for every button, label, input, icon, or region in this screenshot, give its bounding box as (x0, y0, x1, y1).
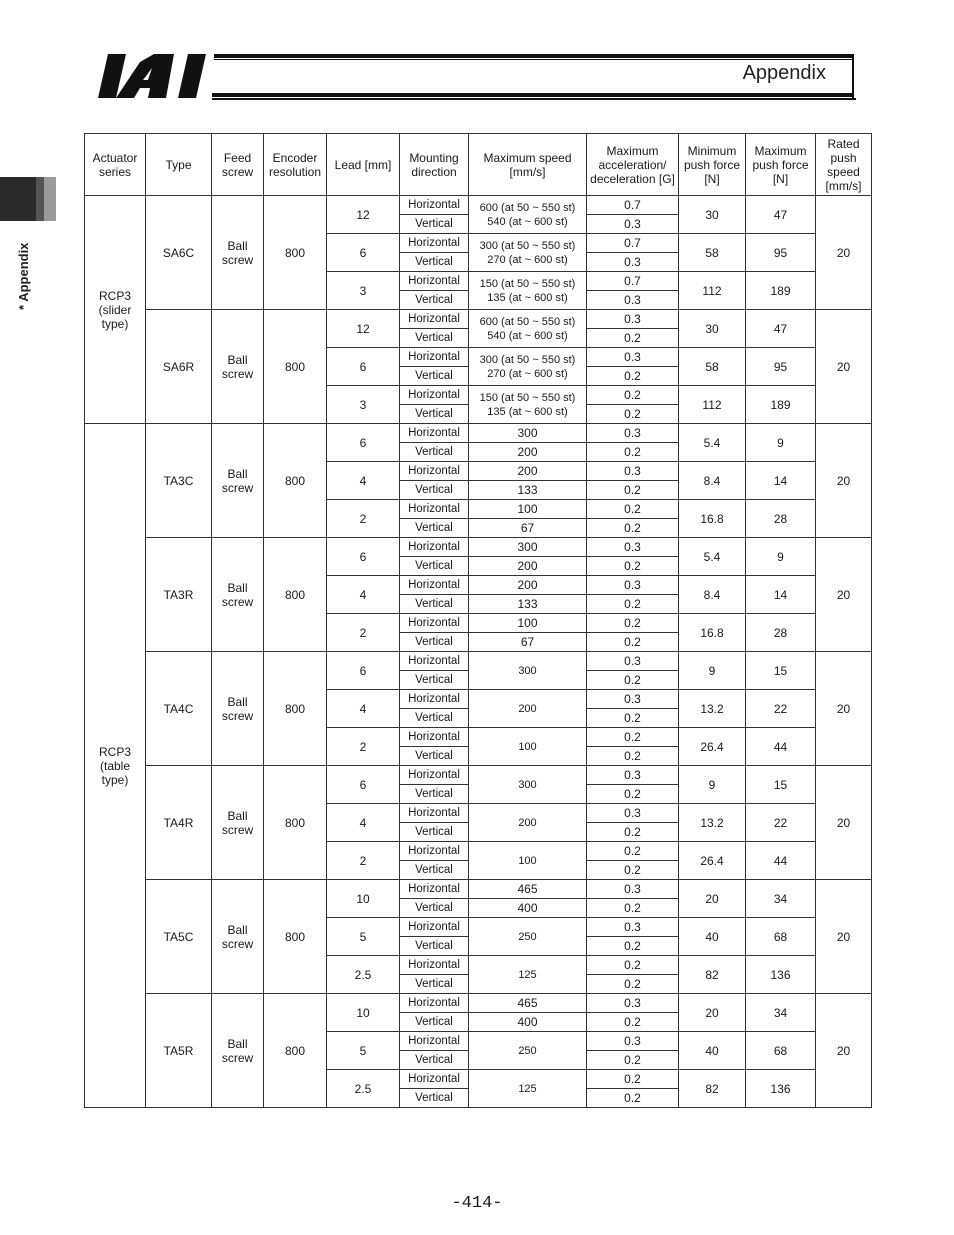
header-rule-end (852, 56, 854, 98)
feed-screw-cell: Ball screw (212, 538, 264, 652)
max-acceleration-cell: 0.3 (587, 310, 679, 329)
min-push-force-cell: 8.4 (679, 576, 746, 614)
direction-cell: Vertical (400, 937, 469, 956)
type-cell: TA5R (146, 994, 212, 1108)
max-speed-cell: 465 (469, 880, 587, 899)
max-push-force-cell: 9 (746, 424, 816, 462)
min-push-force-cell: 112 (679, 386, 746, 424)
max-speed-cell: 200 (469, 443, 587, 462)
max-acceleration-cell: 0.2 (587, 329, 679, 348)
direction-cell: Vertical (400, 899, 469, 918)
table-row (85, 196, 872, 215)
min-push-force-cell: 30 (679, 196, 746, 234)
max-push-force-cell: 189 (746, 386, 816, 424)
direction-cell: Vertical (400, 785, 469, 804)
max-speed-cell: 200 (469, 462, 587, 481)
lead-cell: 4 (327, 462, 400, 500)
table-row (85, 766, 872, 785)
max-push-force-cell: 22 (746, 804, 816, 842)
direction-cell: Horizontal (400, 310, 469, 329)
max-speed-cell: 300 (469, 424, 587, 443)
max-push-force-cell: 9 (746, 538, 816, 576)
max-acceleration-cell: 0.3 (587, 462, 679, 481)
min-push-force-cell: 16.8 (679, 500, 746, 538)
column-header: Maximum acceleration/ deceleration [G] (587, 134, 679, 196)
min-push-force-cell: 5.4 (679, 538, 746, 576)
max-acceleration-cell: 0.2 (587, 709, 679, 728)
lead-cell: 4 (327, 690, 400, 728)
rated-push-speed-cell: 20 (816, 196, 872, 310)
max-speed-cell: 100 (469, 500, 587, 519)
direction-cell: Horizontal (400, 348, 469, 367)
column-header: Type (146, 134, 212, 196)
max-push-force-cell: 189 (746, 272, 816, 310)
lead-cell: 3 (327, 386, 400, 424)
page-number: -414- (451, 1194, 503, 1213)
max-acceleration-cell: 0.2 (587, 861, 679, 880)
min-push-force-cell: 13.2 (679, 804, 746, 842)
lead-cell: 4 (327, 576, 400, 614)
max-acceleration-cell: 0.2 (587, 1013, 679, 1032)
table-row (85, 424, 872, 443)
max-speed-cell: 100 (469, 842, 587, 880)
min-push-force-cell: 9 (679, 652, 746, 690)
max-acceleration-cell: 0.3 (587, 994, 679, 1013)
column-header: Maximum push force [N] (746, 134, 816, 196)
direction-cell: Vertical (400, 215, 469, 234)
rated-push-speed-cell: 20 (816, 538, 872, 652)
max-acceleration-cell: 0.2 (587, 1051, 679, 1070)
max-acceleration-cell: 0.7 (587, 196, 679, 215)
min-push-force-cell: 58 (679, 234, 746, 272)
column-header: Rated push speed [mm/s] (816, 134, 872, 196)
direction-cell: Horizontal (400, 538, 469, 557)
direction-cell: Horizontal (400, 842, 469, 861)
max-speed-cell: 400 (469, 1013, 587, 1032)
max-push-force-cell: 47 (746, 196, 816, 234)
type-cell: TA5C (146, 880, 212, 994)
table-row (85, 994, 872, 1013)
column-header: Mounting direction (400, 134, 469, 196)
encoder-cell: 800 (264, 994, 327, 1108)
max-speed-cell: 150 (at 50 ~ 550 st) 135 (at ~ 600 st) (469, 272, 587, 310)
lead-cell: 12 (327, 196, 400, 234)
direction-cell: Vertical (400, 709, 469, 728)
feed-screw-cell: Ball screw (212, 424, 264, 538)
lead-cell: 10 (327, 880, 400, 918)
max-speed-cell: 465 (469, 994, 587, 1013)
max-push-force-cell: 15 (746, 652, 816, 690)
min-push-force-cell: 40 (679, 1032, 746, 1070)
min-push-force-cell: 26.4 (679, 842, 746, 880)
max-speed-cell: 100 (469, 614, 587, 633)
encoder-cell: 800 (264, 880, 327, 994)
max-acceleration-cell: 0.2 (587, 899, 679, 918)
max-speed-cell: 133 (469, 481, 587, 500)
direction-cell: Horizontal (400, 956, 469, 975)
max-acceleration-cell: 0.3 (587, 576, 679, 595)
max-acceleration-cell: 0.3 (587, 690, 679, 709)
max-push-force-cell: 14 (746, 576, 816, 614)
min-push-force-cell: 30 (679, 310, 746, 348)
encoder-cell: 800 (264, 652, 327, 766)
lead-cell: 2 (327, 500, 400, 538)
max-push-force-cell: 34 (746, 880, 816, 918)
min-push-force-cell: 20 (679, 880, 746, 918)
table-header-row (85, 134, 872, 196)
table-row (85, 652, 872, 671)
column-header: Minimum push force [N] (679, 134, 746, 196)
max-push-force-cell: 95 (746, 234, 816, 272)
lead-cell: 6 (327, 348, 400, 386)
direction-cell: Horizontal (400, 576, 469, 595)
max-push-force-cell: 95 (746, 348, 816, 386)
lead-cell: 2 (327, 614, 400, 652)
max-acceleration-cell: 0.2 (587, 1089, 679, 1108)
rated-push-speed-cell: 20 (816, 994, 872, 1108)
max-acceleration-cell: 0.7 (587, 234, 679, 253)
direction-cell: Vertical (400, 481, 469, 500)
max-push-force-cell: 28 (746, 614, 816, 652)
direction-cell: Horizontal (400, 500, 469, 519)
lead-cell: 2 (327, 728, 400, 766)
max-speed-cell: 250 (469, 1032, 587, 1070)
max-push-force-cell: 68 (746, 918, 816, 956)
max-acceleration-cell: 0.3 (587, 880, 679, 899)
feed-screw-cell: Ball screw (212, 880, 264, 994)
min-push-force-cell: 82 (679, 956, 746, 994)
lead-cell: 4 (327, 804, 400, 842)
direction-cell: Vertical (400, 291, 469, 310)
direction-cell: Horizontal (400, 690, 469, 709)
page-title: Appendix (742, 62, 826, 84)
max-speed-cell: 125 (469, 1070, 587, 1108)
max-speed-cell: 67 (469, 519, 587, 538)
direction-cell: Vertical (400, 253, 469, 272)
direction-cell: Vertical (400, 671, 469, 690)
max-push-force-cell: 44 (746, 728, 816, 766)
lead-cell: 10 (327, 994, 400, 1032)
side-tab-label: * Appendix (16, 242, 31, 310)
header-rule-bottom (212, 93, 852, 97)
direction-cell: Vertical (400, 633, 469, 652)
max-acceleration-cell: 0.3 (587, 348, 679, 367)
min-push-force-cell: 16.8 (679, 614, 746, 652)
direction-cell: Horizontal (400, 1032, 469, 1051)
direction-cell: Horizontal (400, 766, 469, 785)
lead-cell: 5 (327, 918, 400, 956)
max-acceleration-cell: 0.2 (587, 633, 679, 652)
side-tab-block-mid (36, 177, 44, 221)
max-acceleration-cell: 0.2 (587, 519, 679, 538)
feed-screw-cell: Ball screw (212, 766, 264, 880)
max-acceleration-cell: 0.3 (587, 918, 679, 937)
max-acceleration-cell: 0.2 (587, 671, 679, 690)
max-speed-cell: 67 (469, 633, 587, 652)
direction-cell: Vertical (400, 1051, 469, 1070)
max-acceleration-cell: 0.2 (587, 728, 679, 747)
max-acceleration-cell: 0.2 (587, 937, 679, 956)
max-acceleration-cell: 0.2 (587, 747, 679, 766)
max-speed-cell: 200 (469, 804, 587, 842)
header-rule-top-thin (214, 59, 854, 60)
min-push-force-cell: 9 (679, 766, 746, 804)
column-header: Encoder resolution (264, 134, 327, 196)
max-acceleration-cell: 0.2 (587, 386, 679, 405)
encoder-cell: 800 (264, 538, 327, 652)
max-acceleration-cell: 0.2 (587, 1070, 679, 1089)
column-header: Actuator series (85, 134, 146, 196)
direction-cell: Horizontal (400, 652, 469, 671)
direction-cell: Vertical (400, 1013, 469, 1032)
actuator-series-cell: RCP3 (slider type) (85, 196, 146, 424)
max-acceleration-cell: 0.3 (587, 652, 679, 671)
max-push-force-cell: 47 (746, 310, 816, 348)
type-cell: TA4R (146, 766, 212, 880)
max-acceleration-cell: 0.2 (587, 823, 679, 842)
max-speed-cell: 200 (469, 576, 587, 595)
max-acceleration-cell: 0.3 (587, 253, 679, 272)
max-speed-cell: 300 (at 50 ~ 550 st) 270 (at ~ 600 st) (469, 234, 587, 272)
direction-cell: Horizontal (400, 462, 469, 481)
lead-cell: 12 (327, 310, 400, 348)
direction-cell: Vertical (400, 823, 469, 842)
page-header (96, 48, 856, 104)
direction-cell: Vertical (400, 747, 469, 766)
table-row (85, 310, 872, 329)
max-acceleration-cell: 0.2 (587, 614, 679, 633)
max-speed-cell: 600 (at 50 ~ 550 st) 540 (at ~ 600 st) (469, 310, 587, 348)
min-push-force-cell: 5.4 (679, 424, 746, 462)
max-acceleration-cell: 0.2 (587, 785, 679, 804)
feed-screw-cell: Ball screw (212, 310, 264, 424)
max-speed-cell: 133 (469, 595, 587, 614)
max-acceleration-cell: 0.2 (587, 405, 679, 424)
max-push-force-cell: 44 (746, 842, 816, 880)
max-acceleration-cell: 0.3 (587, 804, 679, 823)
lead-cell: 5 (327, 1032, 400, 1070)
max-acceleration-cell: 0.7 (587, 272, 679, 291)
max-acceleration-cell: 0.3 (587, 291, 679, 310)
max-push-force-cell: 14 (746, 462, 816, 500)
lead-cell: 6 (327, 766, 400, 804)
direction-cell: Vertical (400, 367, 469, 386)
max-acceleration-cell: 0.2 (587, 500, 679, 519)
rated-push-speed-cell: 20 (816, 652, 872, 766)
lead-cell: 6 (327, 234, 400, 272)
encoder-cell: 800 (264, 766, 327, 880)
max-speed-cell: 600 (at 50 ~ 550 st) 540 (at ~ 600 st) (469, 196, 587, 234)
max-acceleration-cell: 0.2 (587, 481, 679, 500)
rated-push-speed-cell: 20 (816, 310, 872, 424)
min-push-force-cell: 112 (679, 272, 746, 310)
type-cell: TA4C (146, 652, 212, 766)
max-push-force-cell: 15 (746, 766, 816, 804)
max-speed-cell: 300 (469, 766, 587, 804)
max-push-force-cell: 28 (746, 500, 816, 538)
max-acceleration-cell: 0.3 (587, 1032, 679, 1051)
rated-push-speed-cell: 20 (816, 424, 872, 538)
actuator-series-cell: RCP3 (table type) (85, 424, 146, 1108)
max-speed-cell: 300 (at 50 ~ 550 st) 270 (at ~ 600 st) (469, 348, 587, 386)
lead-cell: 6 (327, 424, 400, 462)
direction-cell: Horizontal (400, 918, 469, 937)
table-row (85, 880, 872, 899)
max-acceleration-cell: 0.2 (587, 956, 679, 975)
direction-cell: Horizontal (400, 614, 469, 633)
side-tab-block-light (44, 177, 56, 221)
max-speed-cell: 150 (at 50 ~ 550 st) 135 (at ~ 600 st) (469, 386, 587, 424)
rated-push-speed-cell: 20 (816, 766, 872, 880)
encoder-cell: 800 (264, 310, 327, 424)
column-header: Maximum speed [mm/s] (469, 134, 587, 196)
column-header: Lead [mm] (327, 134, 400, 196)
max-speed-cell: 300 (469, 538, 587, 557)
lead-cell: 3 (327, 272, 400, 310)
direction-cell: Vertical (400, 405, 469, 424)
max-speed-cell: 300 (469, 652, 587, 690)
min-push-force-cell: 20 (679, 994, 746, 1032)
direction-cell: Horizontal (400, 880, 469, 899)
direction-cell: Horizontal (400, 424, 469, 443)
header-rule-bottom-thin (212, 98, 856, 100)
max-acceleration-cell: 0.3 (587, 215, 679, 234)
direction-cell: Vertical (400, 329, 469, 348)
max-speed-cell: 250 (469, 918, 587, 956)
max-speed-cell: 200 (469, 557, 587, 576)
max-speed-cell: 400 (469, 899, 587, 918)
type-cell: SA6R (146, 310, 212, 424)
feed-screw-cell: Ball screw (212, 652, 264, 766)
direction-cell: Vertical (400, 557, 469, 576)
feed-screw-cell: Ball screw (212, 196, 264, 310)
table-row (85, 538, 872, 557)
min-push-force-cell: 26.4 (679, 728, 746, 766)
max-acceleration-cell: 0.3 (587, 766, 679, 785)
direction-cell: Horizontal (400, 272, 469, 291)
encoder-cell: 800 (264, 424, 327, 538)
min-push-force-cell: 40 (679, 918, 746, 956)
direction-cell: Vertical (400, 975, 469, 994)
direction-cell: Horizontal (400, 196, 469, 215)
min-push-force-cell: 13.2 (679, 690, 746, 728)
max-acceleration-cell: 0.2 (587, 975, 679, 994)
max-acceleration-cell: 0.2 (587, 557, 679, 576)
type-cell: TA3C (146, 424, 212, 538)
min-push-force-cell: 58 (679, 348, 746, 386)
side-tab-block (0, 177, 36, 221)
max-acceleration-cell: 0.2 (587, 367, 679, 386)
min-push-force-cell: 8.4 (679, 462, 746, 500)
max-acceleration-cell: 0.2 (587, 443, 679, 462)
type-cell: SA6C (146, 196, 212, 310)
feed-screw-cell: Ball screw (212, 994, 264, 1108)
direction-cell: Horizontal (400, 994, 469, 1013)
encoder-cell: 800 (264, 196, 327, 310)
direction-cell: Horizontal (400, 1070, 469, 1089)
max-acceleration-cell: 0.2 (587, 595, 679, 614)
max-push-force-cell: 22 (746, 690, 816, 728)
max-acceleration-cell: 0.3 (587, 424, 679, 443)
spec-table (84, 133, 872, 1108)
type-cell: TA3R (146, 538, 212, 652)
direction-cell: Horizontal (400, 728, 469, 747)
max-speed-cell: 200 (469, 690, 587, 728)
lead-cell: 2.5 (327, 1070, 400, 1108)
max-push-force-cell: 68 (746, 1032, 816, 1070)
iai-logo (96, 48, 216, 104)
max-speed-cell: 100 (469, 728, 587, 766)
lead-cell: 6 (327, 538, 400, 576)
direction-cell: Vertical (400, 443, 469, 462)
max-speed-cell: 125 (469, 956, 587, 994)
rated-push-speed-cell: 20 (816, 880, 872, 994)
direction-cell: Vertical (400, 861, 469, 880)
min-push-force-cell: 82 (679, 1070, 746, 1108)
column-header: Feed screw (212, 134, 264, 196)
lead-cell: 2 (327, 842, 400, 880)
lead-cell: 6 (327, 652, 400, 690)
direction-cell: Horizontal (400, 386, 469, 405)
lead-cell: 2.5 (327, 956, 400, 994)
header-rule-top (214, 54, 854, 58)
direction-cell: Horizontal (400, 234, 469, 253)
max-acceleration-cell: 0.2 (587, 842, 679, 861)
direction-cell: Horizontal (400, 804, 469, 823)
max-acceleration-cell: 0.3 (587, 538, 679, 557)
max-push-force-cell: 34 (746, 994, 816, 1032)
direction-cell: Vertical (400, 1089, 469, 1108)
max-push-force-cell: 136 (746, 1070, 816, 1108)
direction-cell: Vertical (400, 519, 469, 538)
direction-cell: Vertical (400, 595, 469, 614)
max-push-force-cell: 136 (746, 956, 816, 994)
